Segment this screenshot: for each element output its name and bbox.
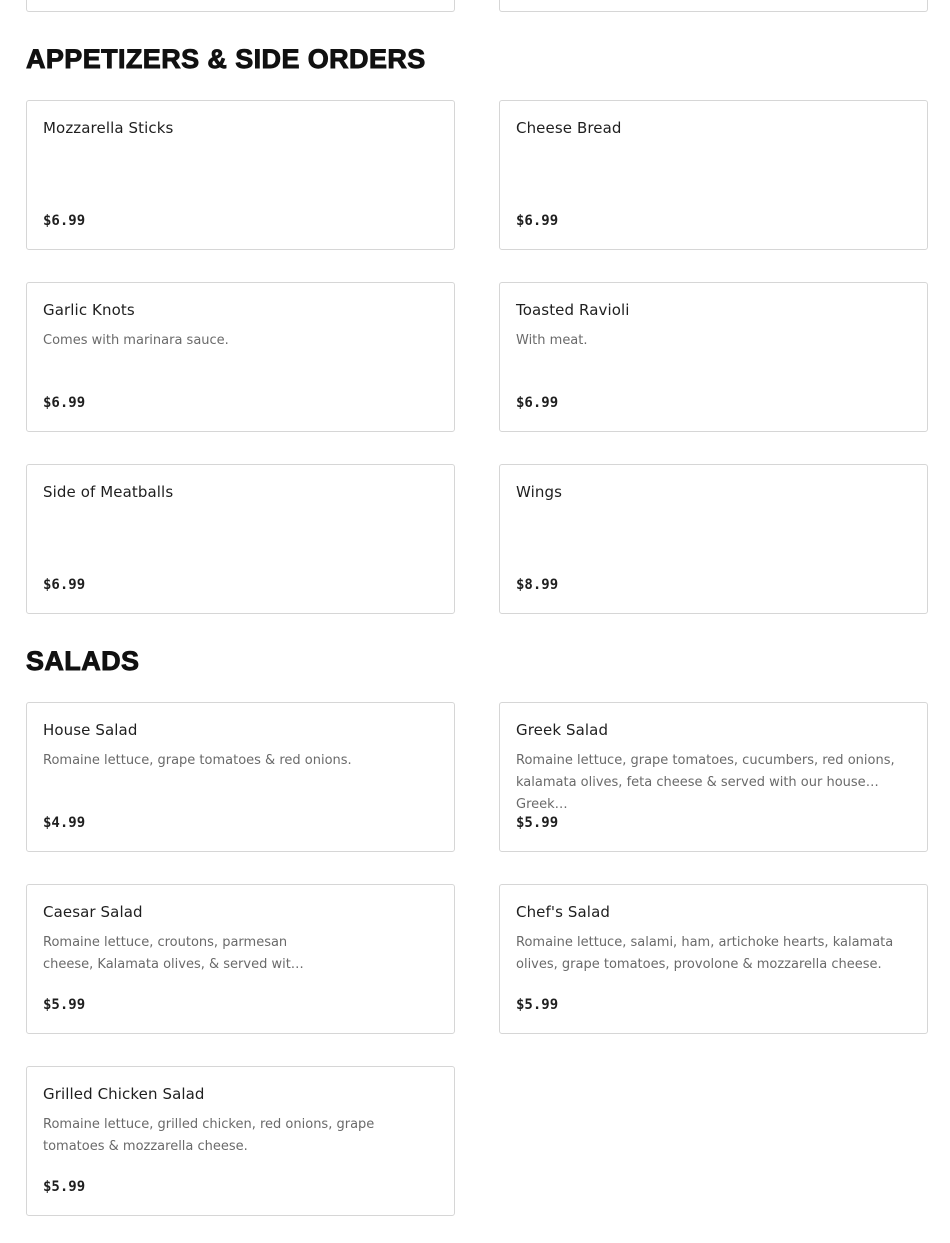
section-title-salads: SALADS xyxy=(26,646,140,676)
menu-item-card[interactable] xyxy=(26,282,455,432)
menu-item-card[interactable] xyxy=(499,884,928,1034)
item-name: Greek Salad xyxy=(516,721,609,739)
item-description: Romaine lettuce, salami, ham, artichoke hearts, kalamata olives, grape tomatoes, provolone & mozzarella cheese. xyxy=(516,935,894,972)
item-name: Chef's Salad xyxy=(516,903,610,921)
item-price: $6.99 xyxy=(516,395,559,411)
menu-item-card[interactable] xyxy=(499,282,928,432)
menu-item-card[interactable] xyxy=(26,464,455,614)
menu-item-card[interactable] xyxy=(499,100,928,250)
item-name: Wings xyxy=(516,483,563,501)
menu-item-card[interactable] xyxy=(26,702,455,852)
item-name: Mozzarella Sticks xyxy=(43,119,174,137)
menu-item-card[interactable] xyxy=(26,0,455,12)
item-name: Side of Meatballs xyxy=(43,483,174,501)
menu-item-card[interactable] xyxy=(26,100,455,250)
item-price: $6.99 xyxy=(516,213,559,229)
item-name: Grilled Chicken Salad xyxy=(43,1085,205,1103)
item-name: Toasted Ravioli xyxy=(516,301,630,319)
item-name: Garlic Knots xyxy=(43,301,135,319)
item-price: $5.99 xyxy=(516,997,559,1013)
item-price: $6.99 xyxy=(43,395,86,411)
item-description: Romaine lettuce, croutons, parmesan cheese, Kalamata olives, & served wit… xyxy=(43,935,304,972)
item-description: Romaine lettuce, grape tomatoes, cucumbers, red onions, kalamata olives, feta cheese & served with our house Greek… xyxy=(516,753,895,812)
item-price: $6.99 xyxy=(43,213,86,229)
item-name: Cheese Bread xyxy=(516,119,622,137)
item-description: Romaine lettuce, grape tomatoes & red onions. xyxy=(43,753,352,768)
item-price: $6.99 xyxy=(43,577,86,593)
section-title-appetizers: APPETIZERS & SIDE ORDERS xyxy=(26,44,426,74)
menu-item-card[interactable] xyxy=(499,0,928,12)
menu-item-card[interactable] xyxy=(499,464,928,614)
item-name: House Salad xyxy=(43,721,138,739)
item-price: $5.99 xyxy=(43,997,86,1013)
item-description: Romaine lettuce, grilled chicken, red onions, grape tomatoes & mozzarella cheese. xyxy=(43,1117,375,1154)
menu-item-card[interactable] xyxy=(499,702,928,852)
menu-item-card[interactable] xyxy=(26,1066,455,1216)
item-description: With meat. xyxy=(516,333,588,348)
item-price: $5.99 xyxy=(516,815,559,831)
menu-item-card[interactable] xyxy=(26,884,455,1034)
item-name: Caesar Salad xyxy=(43,903,143,921)
item-price: $4.99 xyxy=(43,815,86,831)
item-description: Comes with marinara sauce. xyxy=(43,333,229,348)
item-price: $5.99 xyxy=(43,1179,86,1195)
item-price: $8.99 xyxy=(516,577,559,593)
